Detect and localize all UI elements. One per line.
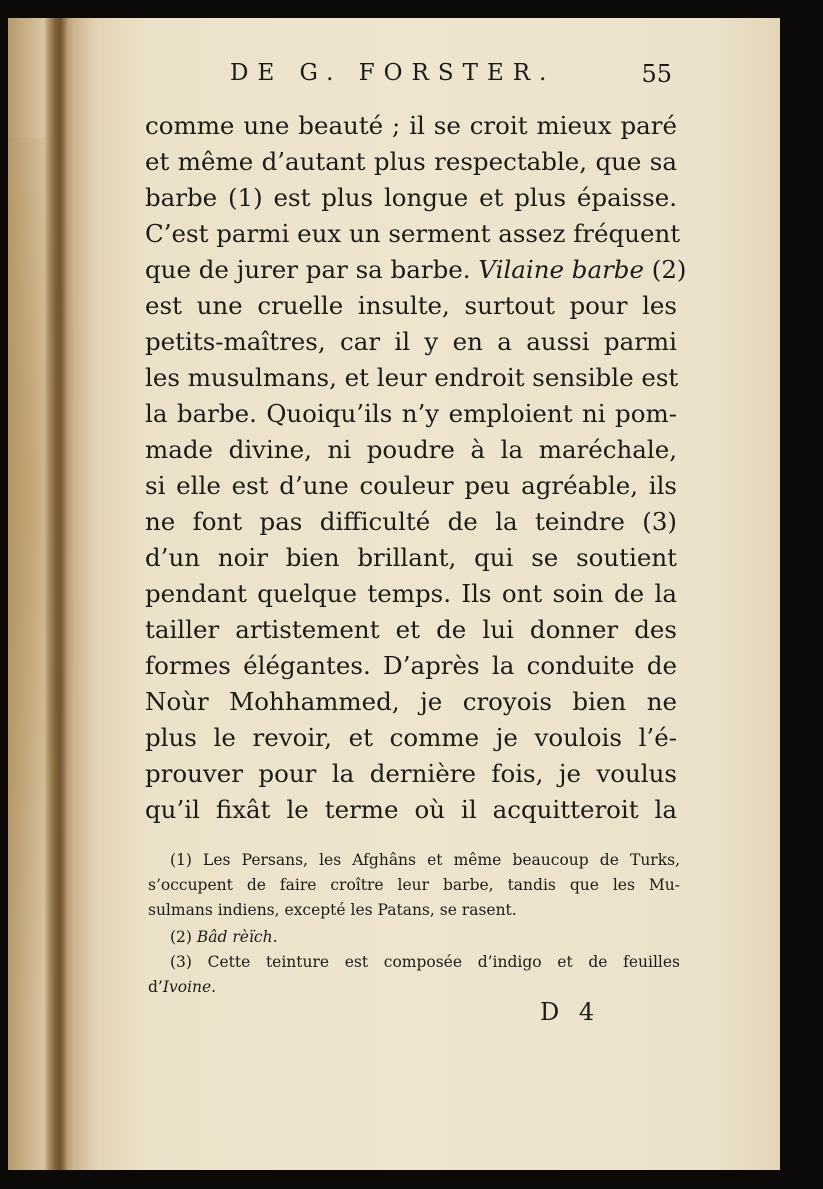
footnote-line: (3) Cette teinture est composée d’indigo et de feuilles [170, 953, 680, 971]
body-line: qu’il fixât le terme où il acquitteroit la [145, 795, 677, 824]
spine-shadow [44, 18, 74, 1170]
body-line: et même d’autant plus respectable, que sa [145, 147, 677, 176]
footnote-ref: (2) [651, 255, 687, 284]
page-header [230, 60, 680, 100]
body-line: si elle est d’une couleur peu agréable, ils [145, 471, 677, 500]
footnote-italic: Bâd rèïch. [196, 928, 278, 946]
body-line: est une cruelle insulte, surtout pour les [145, 291, 677, 320]
body-line: comme une beauté ; il se croit mieux paré [145, 111, 677, 140]
page-number: 55 [641, 60, 672, 88]
body-line: formes élégantes. D’après la conduite de [145, 651, 677, 680]
body-line: ne font pas difficulté de la teindre (3) [145, 507, 677, 536]
footnote-text: d’ [148, 978, 163, 996]
footnote-marker: (2) [170, 928, 192, 946]
body-line: Noùr Mohhammed, je croyois bien ne [145, 687, 677, 716]
footnote-line: (1) Les Persans, les Afghâns et même beaucoup de Turks, [170, 851, 680, 869]
body-line: pendant quelque temps. Ils ont soin de la [145, 579, 677, 608]
italic-phrase: Vilaine barbe [478, 255, 644, 284]
body-line: prouver pour la dernière fois, je voulus [145, 759, 677, 788]
body-line: barbe (1) est plus longue et plus épaisse. [145, 183, 677, 212]
body-line: tailler artistement et de lui donner des [145, 615, 677, 644]
body-line: les musulmans, et leur endroit sensible est [145, 363, 679, 392]
body-line: petits-maîtres, car il y en a aussi parmi [145, 327, 677, 356]
body-line: made divine, ni poudre à la maréchale, [145, 435, 677, 464]
body-line: d’un noir bien brillant, qui se soutient [145, 543, 677, 572]
body-line: C’est parmi eux un serment assez fréquent [145, 219, 681, 248]
footnote-3-continued [148, 975, 680, 1000]
footnote-2 [170, 925, 702, 950]
footnote-line: s’occupent de faire croître leur barbe, tandis que les Mu- [148, 876, 680, 894]
footnote-italic: Ivoine. [162, 978, 217, 996]
running-head: DE G. FORSTER. [230, 60, 556, 86]
signature-mark: D 4 [540, 998, 601, 1026]
footnote-line: sulmans indiens, excepté les Patans, se rasent. [148, 901, 517, 919]
body-line-mixed [145, 252, 687, 288]
body-text: que de jurer par sa barbe. [145, 255, 471, 284]
body-line: la barbe. Quoiqu’ils n’y emploient ni pom- [145, 399, 677, 428]
body-line: plus le revoir, et comme je voulois l’é- [145, 723, 677, 752]
